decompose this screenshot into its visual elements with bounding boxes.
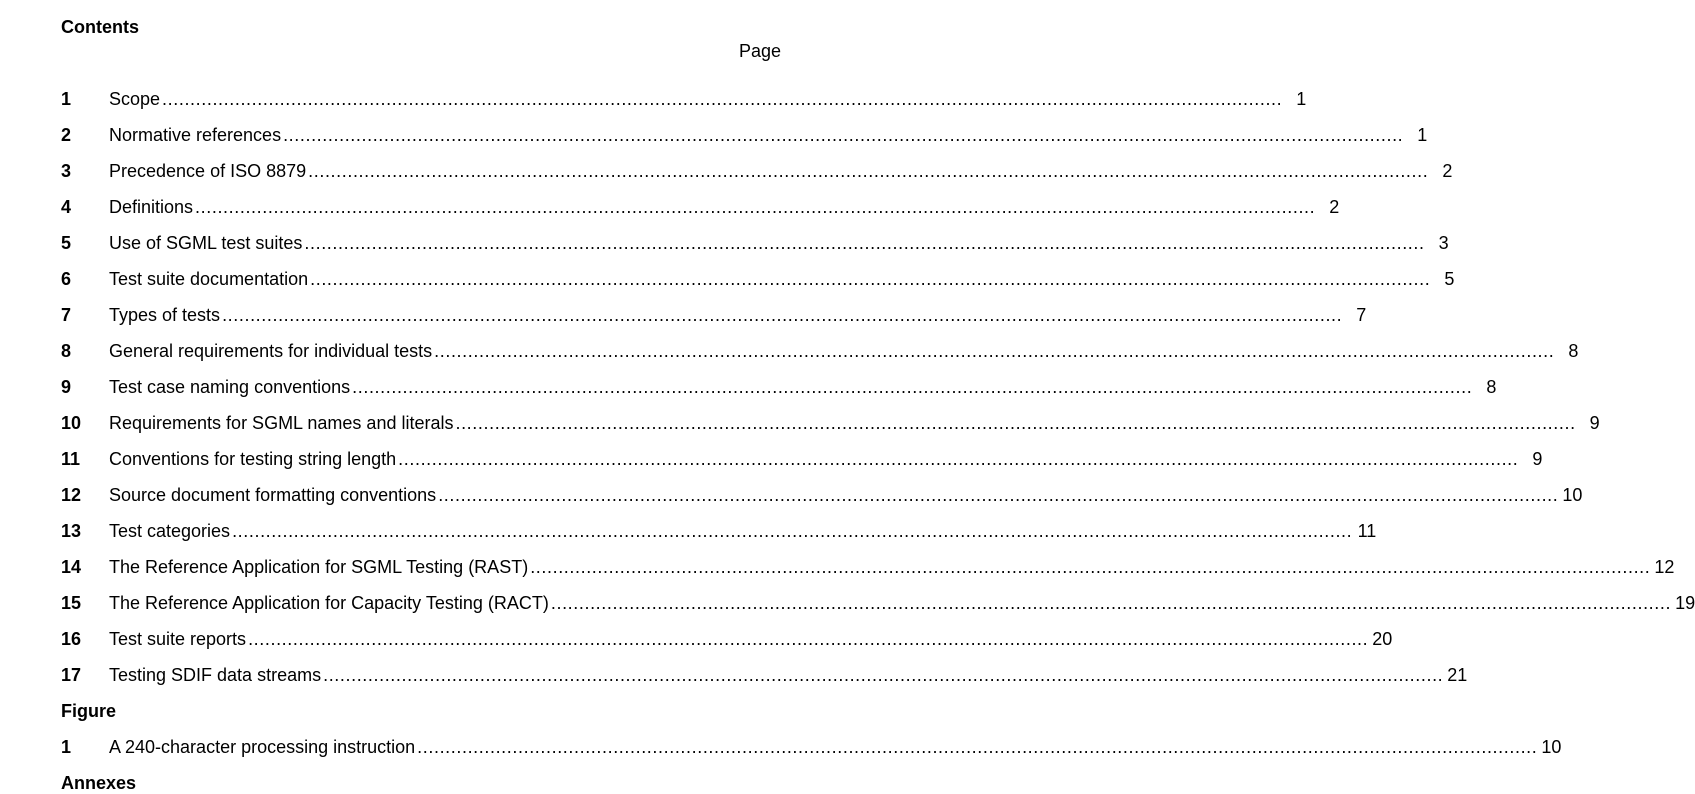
- toc-entry-page: 9: [1589, 413, 1600, 433]
- toc-entry-number: 9: [61, 377, 72, 397]
- toc-entry[interactable]: [61, 483, 1583, 507]
- toc-entry-title: Test suite reports: [109, 629, 247, 649]
- toc-entry-title: Scope: [109, 89, 161, 109]
- toc-entry[interactable]: [61, 663, 1468, 687]
- toc-entry[interactable]: [61, 267, 1455, 291]
- toc-entry-page: 10: [1562, 485, 1583, 505]
- toc-entry-title: The Reference Application for SGML Testing (RAST): [109, 557, 529, 577]
- toc-entry[interactable]: [61, 87, 1307, 111]
- toc-entry-title: Testing SDIF data streams: [109, 665, 322, 685]
- dot-leader: ........................................................................................................................................................................................................: [550, 593, 1672, 613]
- toc-entry-title: Test suite documentation: [109, 269, 309, 289]
- toc-entry-number: 4: [61, 197, 72, 217]
- figure-entry-title: A 240-character processing instruction: [109, 737, 416, 757]
- toc-entry-title: Types of tests: [109, 305, 221, 325]
- toc-entry-number: 16: [61, 629, 82, 649]
- toc-entry-page: 5: [1444, 269, 1455, 289]
- toc-entry-title: Normative references: [109, 125, 282, 145]
- toc-entry-title: Test case naming conventions: [109, 377, 351, 397]
- toc-entry[interactable]: [61, 339, 1579, 363]
- dot-leader: ........................................................................................................................................................................................................: [530, 557, 1651, 577]
- contents-heading: Contents: [61, 17, 139, 37]
- toc-entry-number: 3: [61, 161, 72, 181]
- toc-entry-number: 10: [61, 413, 82, 433]
- toc-entry-title: The Reference Application for Capacity Testing (RACT): [109, 593, 549, 613]
- toc-entry-number: 5: [61, 233, 72, 253]
- toc-entry-title: Requirements for SGML names and literals: [109, 413, 454, 433]
- toc-entry-title: Definitions: [109, 197, 194, 217]
- toc-entry[interactable]: [61, 123, 1428, 147]
- toc-entry[interactable]: [61, 519, 1377, 543]
- toc-entry-number: 13: [61, 521, 82, 541]
- dot-leader: ........................................................................................................................................................................................................: [352, 377, 1473, 397]
- toc-entry-page: 11: [1357, 521, 1377, 541]
- toc-entry-title: Source document formatting conventions: [109, 485, 437, 505]
- toc-entry-number: 2: [61, 125, 72, 145]
- figure-entry[interactable]: [61, 735, 1562, 759]
- toc-entry-page: 20: [1372, 629, 1393, 649]
- dot-leader: ........................................................................................................................................................................................................: [323, 665, 1444, 685]
- dot-leader: ........................................................................................................................................................................................................: [455, 413, 1576, 433]
- toc-entry[interactable]: [61, 159, 1453, 183]
- page-column-label: Page: [738, 41, 781, 61]
- toc-entry[interactable]: [61, 411, 1600, 435]
- toc-entry-number: 7: [61, 305, 72, 325]
- toc-entry-page: 21: [1447, 665, 1468, 685]
- toc-entry-number: 17: [61, 665, 82, 685]
- toc-entry-number: 12: [61, 485, 82, 505]
- toc-entry-number: 15: [61, 593, 82, 613]
- toc-entry-page: 2: [1329, 197, 1340, 217]
- dot-leader: ........................................................................................................................................................................................................: [162, 89, 1283, 109]
- dot-leader: ........................................................................................................................................................................................................: [438, 485, 1559, 505]
- dot-leader: ........................................................................................................................................................................................................: [232, 521, 1353, 541]
- toc-entry[interactable]: [61, 447, 1543, 471]
- toc-entry-page: 1: [1296, 89, 1307, 109]
- dot-leader: ........................................................................................................................................................................................................: [195, 197, 1316, 217]
- toc-entry-page: 2: [1442, 161, 1453, 181]
- toc-entry-page: 3: [1438, 233, 1449, 253]
- dot-leader: ........................................................................................................................................................................................................: [417, 737, 1538, 757]
- toc-entry-page: 12: [1654, 557, 1675, 577]
- dot-leader: ........................................................................................................................................................................................................: [248, 629, 1369, 649]
- toc-entry[interactable]: [61, 195, 1340, 219]
- toc-entry[interactable]: [61, 591, 1695, 615]
- annexes-heading: Annexes: [61, 773, 137, 793]
- dot-leader: ........................................................................................................................................................................................................: [222, 305, 1343, 325]
- toc-entry[interactable]: [61, 303, 1367, 327]
- dot-leader: ........................................................................................................................................................................................................: [434, 341, 1555, 361]
- toc-entry[interactable]: [61, 627, 1393, 651]
- toc-entry-title: Use of SGML test suites: [109, 233, 303, 253]
- toc-entry-title: General requirements for individual tests: [109, 341, 433, 361]
- dot-leader: ........................................................................................................................................................................................................: [398, 449, 1519, 469]
- toc-entry-page: 8: [1486, 377, 1497, 397]
- toc-entry-number: 14: [61, 557, 82, 577]
- toc-entry-page: 19: [1675, 593, 1695, 613]
- toc-entry-number: 11: [61, 449, 81, 469]
- toc-entry-title: Test categories: [109, 521, 231, 541]
- toc-entry-page: 9: [1532, 449, 1543, 469]
- toc-entry-page: 7: [1356, 305, 1367, 325]
- dot-leader: ........................................................................................................................................................................................................: [304, 233, 1425, 253]
- toc-entry-number: 1: [61, 89, 72, 109]
- toc-entry-number: 8: [61, 341, 72, 361]
- toc-entry[interactable]: [61, 375, 1497, 399]
- figure-entry-page: 10: [1541, 737, 1562, 757]
- toc-entry-number: 6: [61, 269, 72, 289]
- figure-entry-number: 1: [61, 737, 72, 757]
- toc-entry-page: 8: [1568, 341, 1579, 361]
- dot-leader: ........................................................................................................................................................................................................: [308, 161, 1429, 181]
- dot-leader: ........................................................................................................................................................................................................: [310, 269, 1431, 289]
- toc-entry[interactable]: [61, 555, 1675, 579]
- toc-entry[interactable]: [61, 231, 1449, 255]
- toc-entry-title: Conventions for testing string length: [109, 449, 397, 469]
- figure-heading: Figure: [61, 701, 117, 721]
- toc-entry-page: 1: [1417, 125, 1428, 145]
- toc-entry-title: Precedence of ISO 8879: [109, 161, 307, 181]
- dot-leader: ........................................................................................................................................................................................................: [283, 125, 1404, 145]
